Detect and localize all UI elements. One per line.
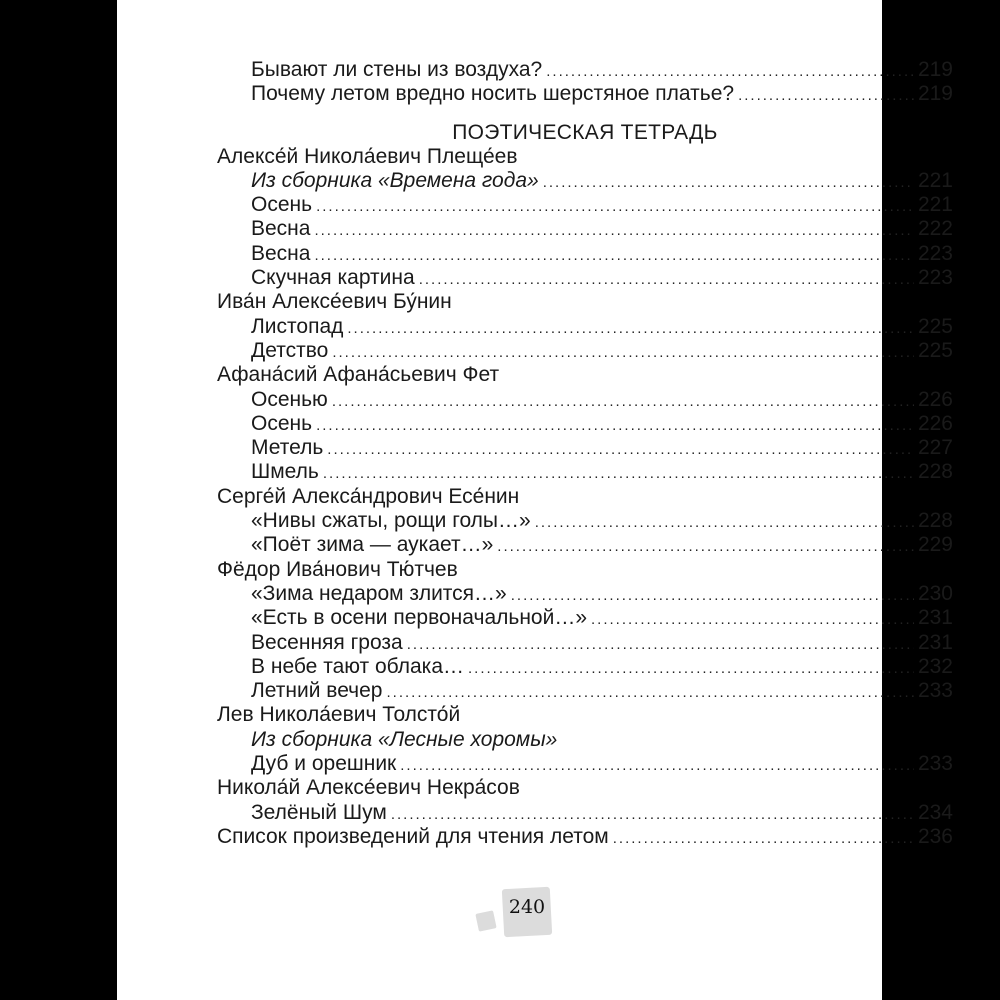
- toc-entry-title: Листопад: [251, 314, 344, 338]
- toc-entry-title: «Нивы сжаты, рощи голы…»: [251, 509, 531, 533]
- toc-entry-title: Шмель: [251, 460, 319, 484]
- dot-leader: [419, 268, 914, 292]
- toc-entry-page: 231: [917, 606, 953, 630]
- dot-leader: [511, 584, 914, 608]
- toc-entry-title: Почему летом вредно носить шерстяное платье?: [251, 82, 735, 106]
- toc-entry-page: 222: [917, 217, 953, 241]
- toc-entry[interactable]: [217, 533, 953, 557]
- author-name: [217, 485, 953, 509]
- dot-leader: [546, 60, 914, 84]
- toc-entry[interactable]: [217, 193, 953, 217]
- toc-entry[interactable]: [217, 339, 953, 363]
- dot-leader: [591, 608, 914, 632]
- toc-entry[interactable]: [217, 82, 953, 106]
- toc-entry-page: 223: [917, 241, 953, 265]
- toc-entry-title: Летний вечер: [251, 679, 383, 703]
- dot-leader: [314, 219, 913, 243]
- toc-entry-title: Дуб и орешник: [251, 752, 397, 776]
- toc-entry-page: 234: [917, 800, 953, 824]
- toc-entry-title: Весна: [251, 217, 311, 241]
- toc-entry-page: 230: [917, 581, 953, 605]
- dot-leader: [323, 462, 914, 486]
- toc-entry-title: Весенняя гроза: [251, 630, 403, 654]
- page-number: 240: [508, 896, 546, 918]
- author-name-text: Фёдор Ива́нович Тю́тчев: [217, 557, 458, 581]
- toc-entry-title: Осенью: [251, 387, 328, 411]
- toc-entry[interactable]: [217, 606, 953, 630]
- toc-entry-page: 221: [917, 168, 953, 192]
- toc-entry-title: В небе тают облака…: [251, 654, 465, 678]
- dot-leader: [332, 390, 914, 414]
- toc-entry-page: 223: [917, 266, 953, 290]
- section-heading: ПОЭТИЧЕСКАЯ ТЕТРАДЬ: [452, 120, 718, 144]
- toc-entry-page: 229: [917, 533, 953, 557]
- toc-entry-title: Зелёный Шум: [251, 800, 387, 824]
- toc-entry-title: «Зима недаром злится…»: [251, 581, 507, 605]
- toc-entry[interactable]: [217, 752, 953, 776]
- dot-leader: [543, 171, 914, 195]
- author-name: [217, 558, 953, 582]
- table-of-contents: [217, 58, 953, 849]
- toc-entry-page: 226: [917, 411, 953, 435]
- toc-entry-title: Метель: [251, 436, 324, 460]
- toc-entry[interactable]: [217, 242, 953, 266]
- author-name-text: Серге́й Алекса́ндрович Есе́нин: [217, 484, 520, 508]
- toc-entry-title: Весна: [251, 241, 311, 265]
- author-name: [217, 363, 953, 387]
- author-name: [217, 290, 953, 314]
- toc-entry-title: Список произведений для чтения летом: [217, 824, 609, 848]
- dot-leader: [391, 803, 914, 827]
- toc-entry-title: «Поёт зима — аукает…»: [251, 533, 494, 557]
- toc-entry[interactable]: [217, 436, 953, 460]
- toc-entry[interactable]: [217, 266, 953, 290]
- toc-entry[interactable]: [217, 679, 953, 703]
- dot-leader: [386, 681, 913, 705]
- toc-entry-page: 232: [917, 654, 953, 678]
- page-number-badge: [477, 884, 557, 944]
- toc-entry[interactable]: [217, 460, 953, 484]
- toc-entry-title: Из сборника «Лесные хоромы»: [251, 727, 558, 751]
- book-page: [117, 0, 953, 1000]
- dot-leader: [407, 633, 914, 657]
- toc-entry[interactable]: [217, 728, 953, 752]
- toc-entry[interactable]: [217, 388, 953, 412]
- toc-entry-title: Скучная картина: [251, 266, 415, 290]
- dot-leader: [613, 827, 914, 851]
- toc-entry-page: 228: [917, 509, 953, 533]
- toc-entry-page: 225: [917, 338, 953, 362]
- toc-entry[interactable]: [217, 631, 953, 655]
- toc-entry[interactable]: [217, 509, 953, 533]
- toc-entry-title: Детство: [251, 338, 329, 362]
- toc-entry-page: 228: [917, 460, 953, 484]
- toc-entry[interactable]: [217, 825, 953, 849]
- toc-entry-page: 233: [917, 752, 953, 776]
- dot-leader: [347, 317, 914, 341]
- toc-entry[interactable]: [217, 217, 953, 241]
- toc-entry-page: 219: [917, 58, 953, 81]
- toc-entry-title: Из сборника «Времена года»: [251, 168, 539, 192]
- author-name: [217, 145, 953, 169]
- toc-entry[interactable]: [217, 58, 953, 82]
- author-name-text: Алексе́й Никола́евич Плеще́ев: [217, 144, 518, 168]
- dot-leader: [738, 84, 914, 108]
- dot-leader: [314, 244, 913, 268]
- dot-leader: [535, 511, 914, 535]
- author-name-text: Никола́й Алексе́евич Некра́сов: [217, 776, 520, 800]
- toc-entry-page: 231: [917, 630, 953, 654]
- author-name-text: Лев Никола́евич Толсто́й: [217, 703, 461, 727]
- toc-entry-page: 236: [917, 824, 953, 848]
- author-name: [217, 703, 953, 727]
- dot-leader: [497, 535, 914, 559]
- toc-entry-page: 225: [917, 314, 953, 338]
- dot-leader: [400, 754, 914, 778]
- author-name-text: Ива́н Алексе́евич Бу́нин: [217, 290, 452, 314]
- toc-entry[interactable]: [217, 315, 953, 339]
- toc-entry-page: 227: [917, 436, 953, 460]
- toc-entry-page: 226: [917, 387, 953, 411]
- dot-leader: [468, 657, 914, 681]
- toc-entry-title: Осень: [251, 193, 313, 217]
- toc-entry[interactable]: [217, 412, 953, 436]
- author-name: [217, 776, 953, 800]
- toc-entry-title: «Есть в осени первоначальной…»: [251, 606, 587, 630]
- dot-leader: [316, 414, 914, 438]
- toc-entry-page: 221: [917, 193, 953, 217]
- toc-entry-title: Осень: [251, 411, 313, 435]
- toc-entry[interactable]: [217, 801, 953, 825]
- toc-entry[interactable]: [217, 169, 953, 193]
- author-name-text: Афана́сий Афана́сьевич Фет: [217, 363, 500, 387]
- dot-leader: [332, 341, 914, 365]
- decorative-square: [475, 910, 496, 931]
- toc-entry-title: Бывают ли стены из воздуха?: [251, 58, 543, 81]
- dot-leader: [327, 438, 914, 462]
- toc-entry[interactable]: [217, 582, 953, 606]
- toc-entry-page: 219: [917, 82, 953, 106]
- toc-entry-page: 233: [917, 679, 953, 703]
- dot-leader: [316, 195, 914, 219]
- toc-entry[interactable]: [217, 655, 953, 679]
